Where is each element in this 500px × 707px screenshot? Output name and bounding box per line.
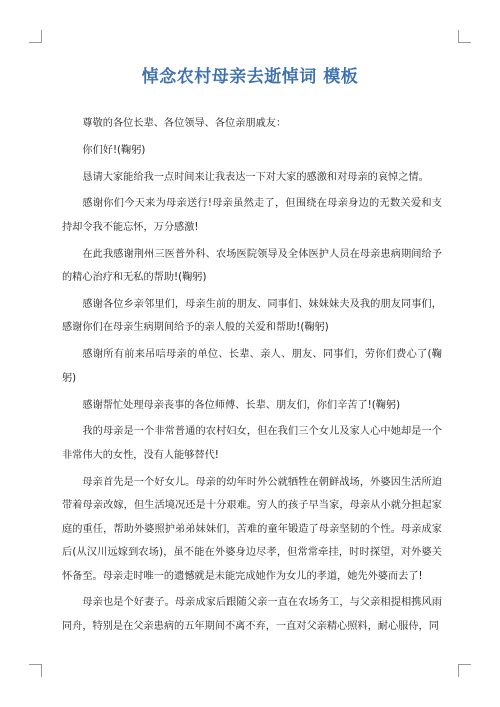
crop-mark-top-left <box>29 30 42 43</box>
crop-mark-top-right <box>458 30 471 43</box>
body-paragraph: 在此我感谢荆州三医普外科、农场医院领导及全体医护人员在母亲患病期间给予的精心治疗和无私的帮助!(鞠躬) <box>62 248 442 284</box>
document-title: 悼念农村母亲去逝悼词 模板 <box>141 67 359 87</box>
crop-mark-bottom-right <box>458 664 471 677</box>
document-body <box>62 112 442 642</box>
body-paragraph: 感谢各位乡亲邻里们，母亲生前的朋友、同事们、妹妹妹夫及我的朋友同事们，感谢你们在母亲生病期间给予的亲人般的关爱和帮助!(鞠躬) <box>62 298 442 334</box>
body-paragraph: 恳请大家能给我一点时间来让我表达一下对大家的感激和对母亲的哀悼之情。 <box>82 171 429 183</box>
body-paragraph: 感谢所有前来吊唁母亲的单位、长辈、亲人、朋友、同事们，劳你们费心了(鞠躬) <box>62 349 442 384</box>
body-paragraph: 母亲也是个好妻子。母亲成家后跟随父亲一直在农场务工，与父亲相提相携风雨同舟，特别是在父亲患病的五年期间不离不弃，一直对父亲精心照料，耐心服侍，同 <box>62 597 442 632</box>
salutation-paragraph: 尊敬的各位长辈、各位领导、各位亲朋戚友： <box>82 118 287 129</box>
body-paragraph: 母亲首先是一个好女儿。母亲的幼年时外公就牺牲在朝鲜战场，外婆因生活所迫带着母亲改嫁，但生活境况还是十分艰难。穷人的孩子早当家，母亲从小就分担起家庭的重任，帮助外婆照护弟弟妹妹们，苦难的童年锻造了母亲坚韧的个性。母亲成家后(从汉川远嫁到农场)，虽不能在外婆身边尽孝，但常常牵挂，时时探望，对外婆关怀备至。母亲走时唯一的遗憾就是未能完成她作为女儿的孝道，她先外婆而去了! <box>62 476 442 582</box>
body-paragraph: 我的母亲是一个非常普通的农村妇女，但在我们三个女儿及家人心中她却是一个非常伟大的女性，没有人能够替代! <box>62 426 442 461</box>
crop-mark-bottom-left <box>29 664 42 677</box>
body-paragraph: 感谢帮忙处理母亲丧事的各位师傅、长辈、朋友们，你们辛苦了!(鞠躬) <box>82 399 401 411</box>
body-paragraph: 感谢你们今天来为母亲送行!母亲虽然走了，但围绕在母亲身边的无数关爱和支持却令我不能忘怀，万分感激! <box>62 198 442 233</box>
greeting-paragraph: 你们好!(鞠躬) <box>82 144 146 156</box>
